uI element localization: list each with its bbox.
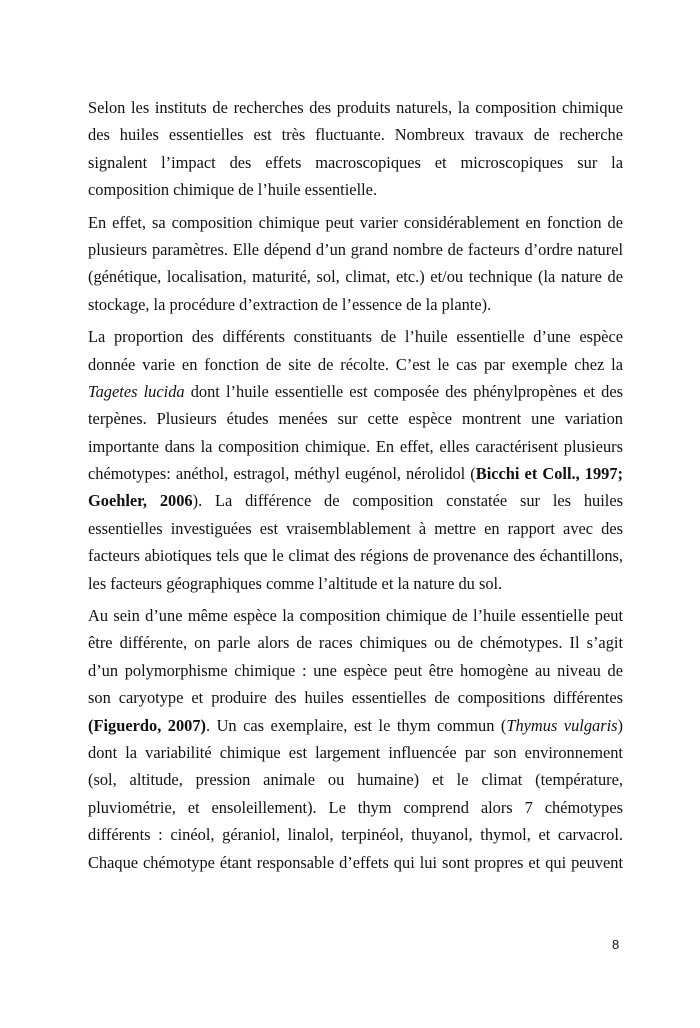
text-line	[88, 405, 623, 432]
text-segment: son caryotype et produire des huiles essentielles de compositions différentes	[88, 688, 623, 708]
text-line	[88, 149, 623, 176]
text-line	[88, 629, 623, 656]
text-segment: des huiles essentielles est très fluctuante. Nombreux travaux de recherche	[88, 125, 623, 145]
text-segment: ). La différence de composition constatée sur les huiles	[192, 491, 623, 511]
text-line	[88, 323, 623, 350]
text-line	[88, 433, 623, 460]
text-line	[88, 263, 623, 290]
text-segment: . Un cas exemplaire, est le thym commun (	[206, 715, 507, 735]
text-segment: dont l’huile essentielle est composée des phénylpropènes et des	[184, 381, 623, 401]
text-segment: facteurs abiotiques tels que le climat des régions de provenance des échantillons,	[88, 546, 623, 566]
text-line	[88, 739, 623, 766]
document-body	[88, 94, 623, 881]
text-segment: Au sein d’une même espèce la composition chimique de l’huile essentielle peut	[88, 606, 623, 626]
text-segment: plusieurs paramètres. Elle dépend d’un grand nombre de facteurs d’ordre naturel	[88, 239, 623, 259]
text-segment: donnée varie en fonction de site de récolte. C’est le cas par exemple chez la	[88, 354, 623, 374]
page-number: 8	[612, 937, 620, 952]
text-segment: En effet, sa composition chimique peut varier considérablement en fonction de	[88, 212, 623, 232]
text-line	[88, 657, 623, 684]
text-segment: (sol, altitude, pression animale ou humaine) et le climat (température,	[88, 770, 623, 790]
text-line	[88, 94, 623, 121]
text-line	[88, 766, 623, 793]
text-segment: essentielles investiguées est vraisemblablement à mettre en rapport avec des	[88, 518, 623, 538]
text-line	[88, 794, 623, 821]
text-segment: être différente, on parle alors de races chimiques ou de chémotypes. Il s’agit	[88, 633, 623, 653]
text-line	[88, 121, 623, 148]
text-line	[88, 291, 623, 318]
text-line	[88, 378, 623, 405]
species-name: Thymus vulgaris	[506, 715, 618, 735]
text-line	[88, 602, 623, 629]
text-segment: signalent l’impact des effets macroscopiques et microscopiques sur la	[88, 152, 623, 172]
text-segment: Chaque chémotype étant responsable d’effets qui lui sont propres et qui peuvent	[88, 852, 623, 872]
text-line	[88, 236, 623, 263]
text-line	[88, 542, 623, 569]
text-segment: importante dans la composition chimique. En effet, elles caractérisent plusieurs	[88, 436, 623, 456]
text-segment: pluviométrie, et ensoleillement). Le thym comprend alors 7 chémotypes	[88, 797, 623, 817]
text-line	[88, 570, 623, 597]
text-line	[88, 684, 623, 711]
text-line	[88, 351, 623, 378]
text-segment: (génétique, localisation, maturité, sol, climat, etc.) et/ou technique (la nature de	[88, 267, 623, 287]
text-line	[88, 849, 623, 876]
text-line	[88, 487, 623, 514]
text-segment: stockage, la procédure d’extraction de l’essence de la plante).	[88, 294, 492, 314]
text-segment: les facteurs géographiques comme l’altitude et la nature du sol.	[88, 573, 503, 593]
text-segment: La proportion des différents constituants de l’huile essentielle d’une espèce	[88, 327, 623, 347]
paragraph	[88, 602, 623, 876]
paragraph	[88, 94, 623, 204]
text-line	[88, 176, 623, 203]
text-segment: chémotypes: anéthol, estragol, méthyl eugénol, nérolidol (	[88, 464, 476, 484]
text-segment: terpènes. Plusieurs études menées sur cette espèce montrent une variation	[88, 409, 623, 429]
species-name: Tagetes lucida	[88, 381, 185, 401]
text-segment: dont la variabilité chimique est largement influencée par son environnement	[88, 742, 623, 762]
text-segment: d’un polymorphisme chimique : une espèce peut être homogène au niveau de	[88, 660, 623, 680]
text-segment: Selon les instituts de recherches des produits naturels, la composition chimique	[88, 98, 623, 117]
paragraph	[88, 209, 623, 319]
text-line	[88, 515, 623, 542]
citation-text: (Figuerdo, 2007)	[88, 715, 207, 735]
text-line	[88, 712, 623, 739]
text-line	[88, 209, 623, 236]
paragraph	[88, 323, 623, 597]
text-segment: composition chimique de l’huile essentielle.	[88, 180, 378, 200]
text-line	[88, 460, 623, 487]
citation-text: Goehler, 2006	[88, 491, 193, 511]
text-line	[88, 821, 623, 848]
text-segment: différents : cinéol, géraniol, linalol, terpinéol, thuyanol, thymol, et carvacrol.	[88, 825, 623, 845]
citation-text: Bicchi et Coll., 1997;	[475, 464, 624, 484]
text-segment: )	[617, 715, 623, 735]
